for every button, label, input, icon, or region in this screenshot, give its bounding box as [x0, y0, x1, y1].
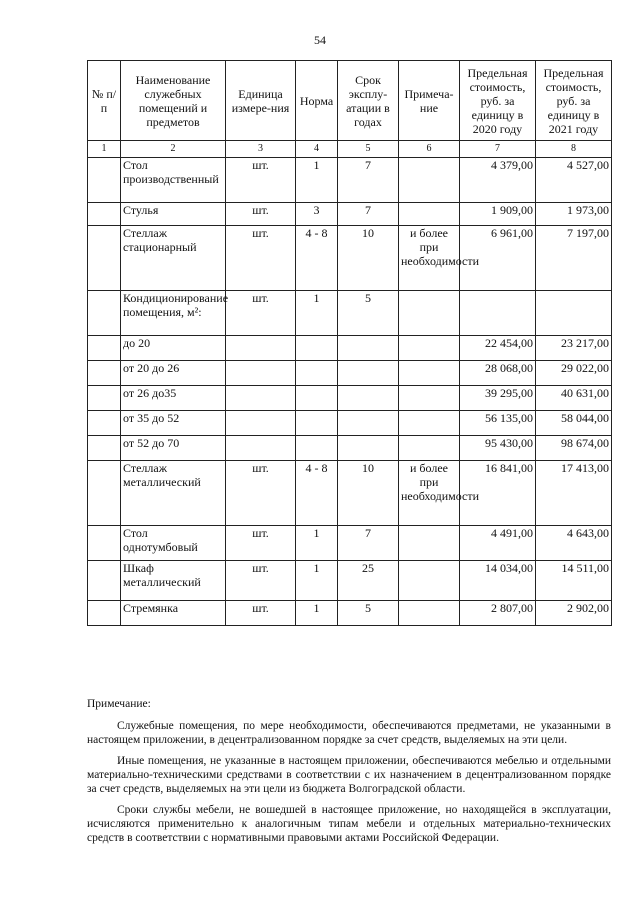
item-price-2020: 14 034,00 [460, 561, 536, 601]
item-norm [296, 386, 338, 411]
notes-heading: Примечание: [87, 698, 151, 710]
column-number: 5 [338, 141, 399, 158]
item-term [338, 411, 399, 436]
item-unit [226, 361, 296, 386]
note-paragraph: Иные помещения, не указанные в настоящем приложении, обеспечиваются мебелью и отдельными материально-техническими средствами в соответствии с их назначением в децентрализованном порядке за счет средств, выделяемых на эти цели из бюджета Волгоградской области. [87, 755, 611, 795]
item-name: Стол производственный [121, 158, 226, 203]
note-paragraph: Служебные помещения, по мере необходимости, обеспечиваются предметами, не указанными в настоящем приложении, в децентрализованном порядке за счет средств, выделяемых на эти цели. [87, 720, 611, 746]
item-price-2021 [536, 291, 612, 336]
item-price-2020: 28 068,00 [460, 361, 536, 386]
row-number [88, 526, 121, 561]
item-note [399, 436, 460, 461]
item-name: Кондиционирование помещения, м²: [121, 291, 226, 336]
item-price-2021: 14 511,00 [536, 561, 612, 601]
item-name: от 26 до35 [121, 386, 226, 411]
column-number-row [88, 141, 612, 158]
item-price-2020: 4 491,00 [460, 526, 536, 561]
item-unit: шт. [226, 526, 296, 561]
item-price-2021: 4 643,00 [536, 526, 612, 561]
item-name: от 52 до 70 [121, 436, 226, 461]
table-row [88, 386, 612, 411]
item-norm: 3 [296, 203, 338, 226]
item-note [399, 291, 460, 336]
item-norm: 1 [296, 526, 338, 561]
table-row [88, 226, 612, 291]
table-row [88, 436, 612, 461]
table-header-row [88, 61, 612, 141]
item-norm [296, 361, 338, 386]
item-norm [296, 411, 338, 436]
item-name: Стол однотумбовый [121, 526, 226, 561]
item-price-2020: 16 841,00 [460, 461, 536, 526]
item-norm [296, 336, 338, 361]
column-number: 6 [399, 141, 460, 158]
header-price-2020: Предельная стоимость, руб. за единицу в 2020 году [460, 61, 536, 141]
item-price-2021: 4 527,00 [536, 158, 612, 203]
row-number [88, 561, 121, 601]
item-name: Стеллаж металлический [121, 461, 226, 526]
row-number [88, 411, 121, 436]
item-norm: 1 [296, 601, 338, 626]
item-price-2021: 1 973,00 [536, 203, 612, 226]
item-unit: шт. [226, 461, 296, 526]
column-number: 3 [226, 141, 296, 158]
header-term: Срок эксплу-атации в годах [338, 61, 399, 141]
table-row [88, 461, 612, 526]
item-price-2020: 39 295,00 [460, 386, 536, 411]
item-unit: шт. [226, 226, 296, 291]
header-unit: Единица измере-ния [226, 61, 296, 141]
item-term [338, 436, 399, 461]
row-number [88, 601, 121, 626]
item-price-2021: 7 197,00 [536, 226, 612, 291]
row-number [88, 203, 121, 226]
item-price-2021: 58 044,00 [536, 411, 612, 436]
column-number: 7 [460, 141, 536, 158]
item-price-2020: 4 379,00 [460, 158, 536, 203]
item-name: Стулья [121, 203, 226, 226]
page-number: 54 [314, 33, 326, 47]
item-price-2020: 22 454,00 [460, 336, 536, 361]
item-note [399, 526, 460, 561]
table-row [88, 361, 612, 386]
item-note [399, 386, 460, 411]
header-norm: Норма [296, 61, 338, 141]
header-name: Наименование служебных помещений и предметов [121, 61, 226, 141]
row-number [88, 436, 121, 461]
item-price-2021: 29 022,00 [536, 361, 612, 386]
item-price-2021: 17 413,00 [536, 461, 612, 526]
item-name: Стеллаж стационарный [121, 226, 226, 291]
row-number [88, 336, 121, 361]
table-row [88, 601, 612, 626]
row-number [88, 226, 121, 291]
row-number [88, 158, 121, 203]
item-name: до 20 [121, 336, 226, 361]
item-note [399, 601, 460, 626]
item-unit: шт. [226, 601, 296, 626]
item-unit [226, 336, 296, 361]
item-unit: шт. [226, 561, 296, 601]
row-number [88, 461, 121, 526]
item-note [399, 361, 460, 386]
item-term: 7 [338, 158, 399, 203]
row-number [88, 361, 121, 386]
item-note [399, 336, 460, 361]
item-term: 7 [338, 203, 399, 226]
table-row [88, 336, 612, 361]
header-price-2021: Предельная стоимость, руб. за единицу в 2021 году [536, 61, 612, 141]
item-term [338, 336, 399, 361]
item-term [338, 361, 399, 386]
item-unit: шт. [226, 203, 296, 226]
item-name: Шкаф металлический [121, 561, 226, 601]
item-name: от 35 до 52 [121, 411, 226, 436]
item-norm: 1 [296, 561, 338, 601]
item-name: от 20 до 26 [121, 361, 226, 386]
item-price-2021: 2 902,00 [536, 601, 612, 626]
item-note: и более при необходимости [399, 461, 460, 526]
column-number: 4 [296, 141, 338, 158]
table-row [88, 158, 612, 203]
item-unit [226, 411, 296, 436]
item-norm: 4 - 8 [296, 461, 338, 526]
column-number: 2 [121, 141, 226, 158]
column-number: 8 [536, 141, 612, 158]
item-note [399, 158, 460, 203]
item-price-2020: 6 961,00 [460, 226, 536, 291]
item-term: 7 [338, 526, 399, 561]
header-num: № п/п [88, 61, 121, 141]
item-term: 10 [338, 461, 399, 526]
item-unit: шт. [226, 291, 296, 336]
item-price-2021: 40 631,00 [536, 386, 612, 411]
item-price-2020 [460, 291, 536, 336]
item-price-2020: 1 909,00 [460, 203, 536, 226]
table-row [88, 561, 612, 601]
item-term [338, 386, 399, 411]
item-note [399, 411, 460, 436]
item-term: 25 [338, 561, 399, 601]
item-norm: 4 - 8 [296, 226, 338, 291]
item-price-2020: 56 135,00 [460, 411, 536, 436]
table-row [88, 526, 612, 561]
item-norm: 1 [296, 291, 338, 336]
row-number [88, 291, 121, 336]
item-term: 5 [338, 601, 399, 626]
item-name: Стремянка [121, 601, 226, 626]
item-unit [226, 436, 296, 461]
item-term: 10 [338, 226, 399, 291]
note-paragraph: Сроки службы мебели, не вошедшей в настоящее приложение, но находящейся в эксплуатации, исчисляются применительно к аналогичным типам мебели и отдельных материально-технических средств в соответствии с нормативными правовыми актами Российской Федерации. [87, 804, 611, 844]
row-number [88, 386, 121, 411]
item-note: и более при необходимости [399, 226, 460, 291]
table-row [88, 291, 612, 336]
notes-section [87, 697, 611, 852]
item-note [399, 203, 460, 226]
column-number: 1 [88, 141, 121, 158]
table-row [88, 411, 612, 436]
header-note: Примеча-ние [399, 61, 460, 141]
item-term: 5 [338, 291, 399, 336]
item-norm [296, 436, 338, 461]
item-unit [226, 386, 296, 411]
item-price-2021: 23 217,00 [536, 336, 612, 361]
item-price-2020: 95 430,00 [460, 436, 536, 461]
item-unit: шт. [226, 158, 296, 203]
item-norm: 1 [296, 158, 338, 203]
table-row [88, 203, 612, 226]
furniture-norms-table [87, 60, 612, 626]
item-note [399, 561, 460, 601]
item-price-2021: 98 674,00 [536, 436, 612, 461]
item-price-2020: 2 807,00 [460, 601, 536, 626]
table-body [88, 158, 612, 626]
